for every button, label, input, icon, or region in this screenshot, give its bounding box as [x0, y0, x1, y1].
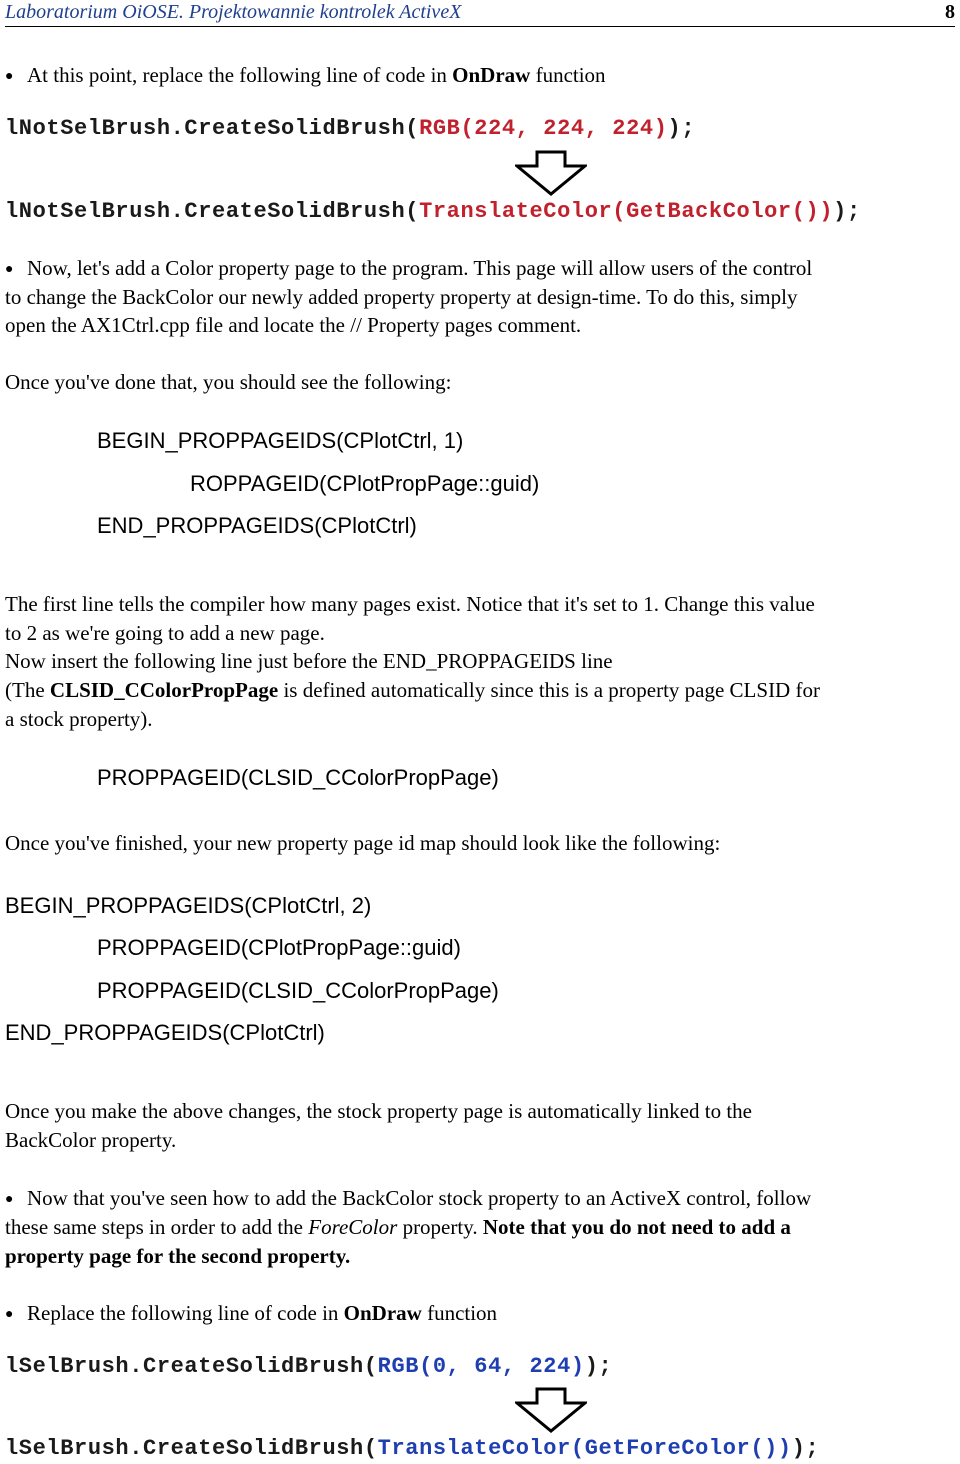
bullet-icon: ● — [5, 69, 14, 84]
step-color-page-line3: open the AX1Ctrl.cpp file and locate the // Property pages comment. — [5, 313, 582, 337]
step-replace-ondraw: ● At this point, replace the following line of code in OnDraw function — [5, 61, 606, 91]
map1-item: ROPPAGEID(CPlotPropPage::guid) — [190, 471, 540, 496]
once-done-text: Once you've done that, you should see the following: — [5, 370, 452, 394]
explain-line3: Now insert the following line just before the END_PROPPAGEIDS line — [5, 649, 613, 673]
map2-begin: BEGIN_PROPPAGEIDS(CPlotCtrl, 2) — [5, 893, 372, 918]
explain-line1: The first line tells the compiler how many pages exist. Notice that it's set to 1. Change this value — [5, 592, 815, 616]
explain-line4: (The CLSID_CColorPropPage is defined automatically since this is a property page CLSID for — [5, 678, 820, 702]
step-forecolor-line1: ● Now that you've seen how to add the BackColor stock property to an ActiveX control, follow — [5, 1184, 811, 1214]
bullet-icon: ● — [5, 262, 14, 277]
map2-end: END_PROPPAGEIDS(CPlotCtrl) — [5, 1020, 325, 1045]
step-forecolor-line2: these same steps in order to add the ForeColor property. Note that you do not need to add a — [5, 1215, 791, 1239]
down-arrow-icon — [515, 150, 587, 196]
linked-paragraph: Once you make the above changes, the stock property page is automatically linked to the BackColor property. — [5, 1099, 753, 1152]
step-color-page-line1: ● Now, let's add a Color property page to the program. This page will allow users of the control — [5, 254, 812, 284]
explain-line2: to 2 as we're going to add a new page. — [5, 621, 325, 645]
explain-line5: a stock property). — [5, 707, 153, 731]
step-color-page-line2: to change the BackColor our newly added property property at design-time. To do this, simply — [5, 285, 798, 309]
insert-line: PROPPAGEID(CLSID_CColorPropPage) — [97, 765, 499, 790]
map2-item1: PROPPAGEID(CPlotPropPage::guid) — [97, 935, 461, 960]
code-old-sel: lSelBrush.CreateSolidBrush(RGB(0, 64, 224)); — [5, 1354, 613, 1379]
map2-item2: PROPPAGEID(CLSID_CColorPropPage) — [97, 978, 499, 1003]
document-title: Laboratorium OiOSE. Projektowannie kontrolek ActiveX — [5, 1, 462, 23]
step-replace-ondraw-2: ● Replace the following line of code in OnDraw function — [5, 1299, 497, 1329]
map1-begin: BEGIN_PROPPAGEIDS(CPlotCtrl, 1) — [97, 428, 464, 453]
page-number: 8 — [945, 1, 955, 23]
step-forecolor-line3: property page for the second property. — [5, 1244, 351, 1268]
bullet-icon: ● — [5, 1192, 14, 1207]
page-header — [5, 0, 955, 27]
code-new-notsel: lNotSelBrush.CreateSolidBrush(TranslateColor(GetBackColor())); — [5, 199, 861, 224]
code-new-sel: lSelBrush.CreateSolidBrush(TranslateColor(GetForeColor())); — [5, 1436, 820, 1461]
once-finished-text: Once you've finished, your new property page id map should look like the following: — [5, 831, 721, 855]
map1-end: END_PROPPAGEIDS(CPlotCtrl) — [97, 513, 417, 538]
code-old-notsel: lNotSelBrush.CreateSolidBrush(RGB(224, 224, 224)); — [5, 116, 696, 141]
bullet-icon: ● — [5, 1307, 14, 1322]
down-arrow-icon — [515, 1387, 587, 1433]
